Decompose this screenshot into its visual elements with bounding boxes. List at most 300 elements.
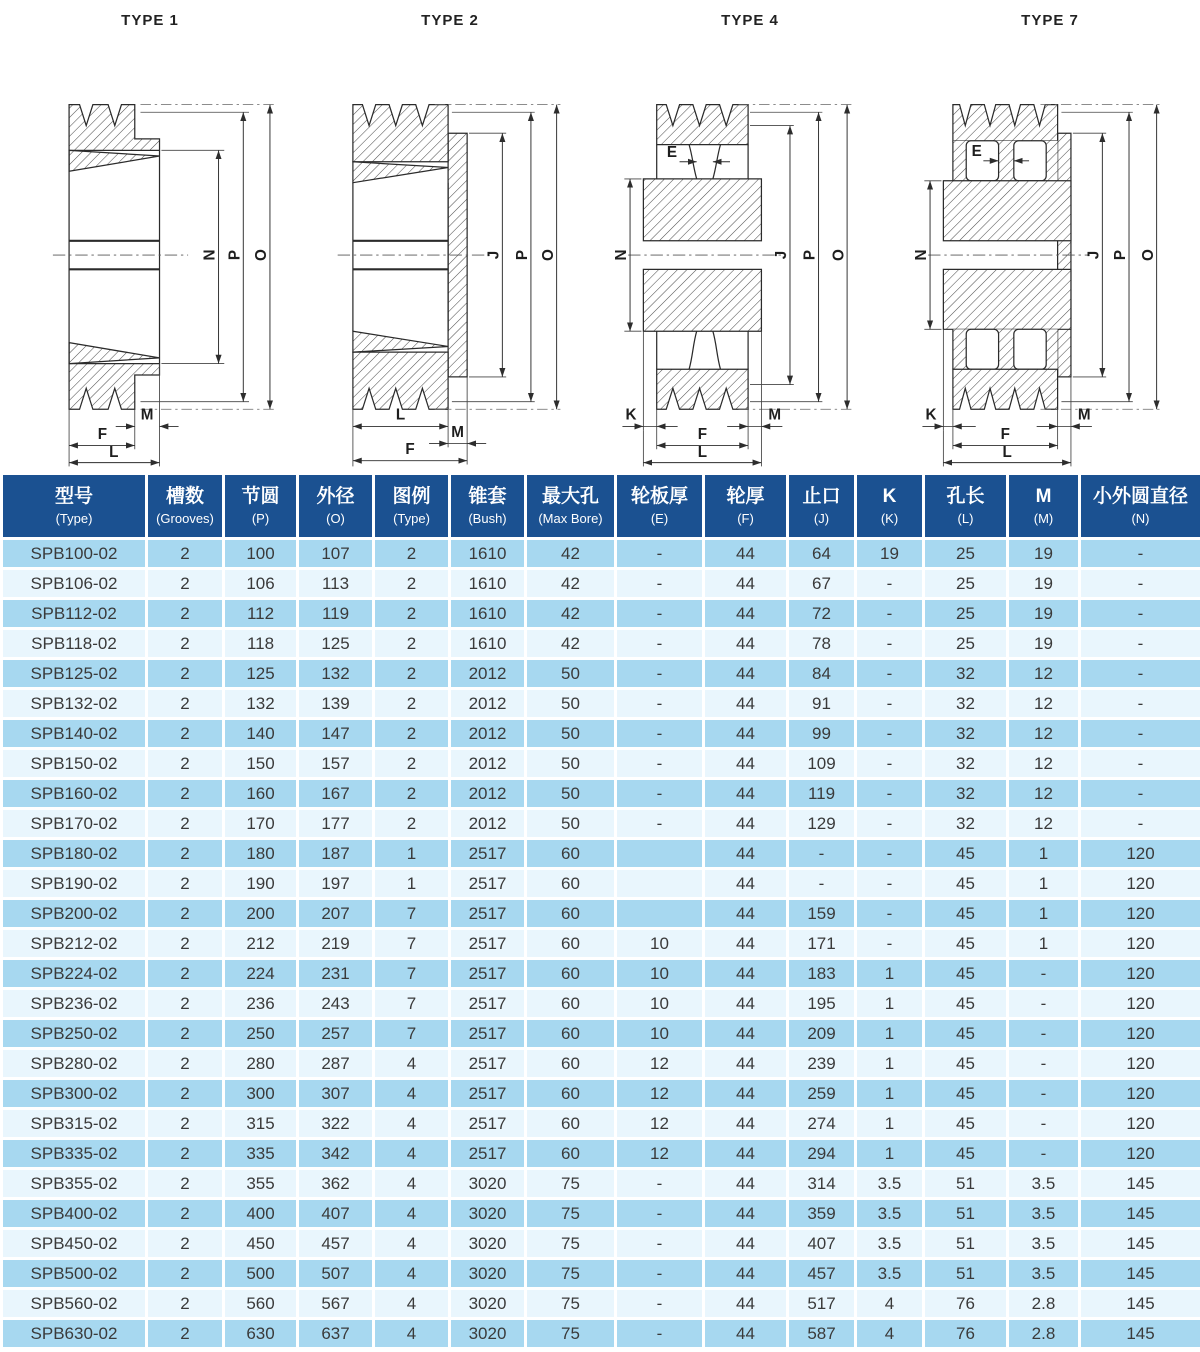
value-cell: 2012	[450, 749, 526, 779]
value-cell: 19	[856, 539, 924, 569]
type7-hub-upper	[943, 181, 1071, 241]
dim-label-M: M	[1077, 406, 1091, 424]
value-cell: 2	[147, 1109, 224, 1139]
value-cell: 2517	[450, 1109, 526, 1139]
header-row	[2, 474, 1200, 539]
value-cell: 1	[856, 1019, 924, 1049]
value-cell: -	[616, 629, 704, 659]
dim-label-M: M	[768, 406, 782, 424]
table-row	[2, 1319, 1200, 1349]
table-row	[2, 1229, 1200, 1259]
value-cell: 10	[616, 1019, 704, 1049]
value-cell: 4	[374, 1109, 450, 1139]
value-cell: 457	[298, 1229, 374, 1259]
value-cell: 2	[147, 1259, 224, 1289]
value-cell: 300	[224, 1079, 298, 1109]
table-row	[2, 959, 1200, 989]
value-cell: 12	[1008, 659, 1080, 689]
value-cell: 2517	[450, 1079, 526, 1109]
value-cell: -	[1080, 599, 1200, 629]
value-cell: 2517	[450, 989, 526, 1019]
model-cell: SPB132-02	[2, 689, 147, 719]
value-cell: 2012	[450, 809, 526, 839]
value-cell: 335	[224, 1139, 298, 1169]
value-cell: -	[856, 839, 924, 869]
value-cell: 100	[224, 539, 298, 569]
value-cell: 60	[526, 1019, 616, 1049]
value-cell: -	[856, 659, 924, 689]
figure-type1	[0, 4, 300, 472]
type1-top-rim	[69, 105, 159, 151]
value-cell: 60	[526, 899, 616, 929]
value-cell: 567	[298, 1289, 374, 1319]
value-cell: 12	[1008, 719, 1080, 749]
value-cell: 362	[298, 1169, 374, 1199]
model-cell: SPB560-02	[2, 1289, 147, 1319]
table-row	[2, 719, 1200, 749]
value-cell: 2	[147, 1229, 224, 1259]
value-cell: 32	[924, 719, 1008, 749]
model-cell: SPB100-02	[2, 539, 147, 569]
value-cell: 120	[1080, 1049, 1200, 1079]
value-cell: -	[856, 749, 924, 779]
type7-top-rim	[953, 105, 1058, 141]
column-header-3: 外径 (O)	[298, 474, 374, 539]
model-cell: SPB125-02	[2, 659, 147, 689]
value-cell: 7	[374, 1019, 450, 1049]
value-cell: -	[1008, 1079, 1080, 1109]
value-cell: 359	[788, 1199, 856, 1229]
value-cell: -	[1080, 749, 1200, 779]
pulley-diagrams-section	[0, 0, 1200, 472]
value-cell: 2	[147, 1319, 224, 1349]
value-cell: 44	[704, 989, 788, 1019]
type7-hub-lower	[943, 269, 1071, 329]
value-cell: -	[856, 869, 924, 899]
value-cell: -	[616, 1169, 704, 1199]
model-cell: SPB300-02	[2, 1079, 147, 1109]
value-cell: 120	[1080, 899, 1200, 929]
type2-top-taper	[353, 162, 448, 183]
value-cell: 125	[298, 629, 374, 659]
value-cell: 75	[526, 1289, 616, 1319]
value-cell: 44	[704, 959, 788, 989]
dim-label-F: F	[405, 440, 415, 458]
value-cell: 60	[526, 989, 616, 1019]
value-cell: 44	[704, 749, 788, 779]
value-cell: 170	[224, 809, 298, 839]
value-cell: 7	[374, 959, 450, 989]
value-cell: 3.5	[856, 1169, 924, 1199]
value-cell: 219	[298, 929, 374, 959]
value-cell: -	[1080, 539, 1200, 569]
value-cell: 1610	[450, 569, 526, 599]
value-cell: 12	[1008, 689, 1080, 719]
value-cell: 44	[704, 1259, 788, 1289]
value-cell: 50	[526, 779, 616, 809]
value-cell: 19	[1008, 539, 1080, 569]
value-cell: 99	[788, 719, 856, 749]
value-cell: 75	[526, 1169, 616, 1199]
value-cell: 44	[704, 569, 788, 599]
value-cell: 50	[526, 719, 616, 749]
value-cell: 2.8	[1008, 1289, 1080, 1319]
model-cell: SPB224-02	[2, 959, 147, 989]
value-cell: 19	[1008, 569, 1080, 599]
value-cell: -	[1008, 1019, 1080, 1049]
value-cell: 75	[526, 1199, 616, 1229]
value-cell: 60	[526, 929, 616, 959]
value-cell: 280	[224, 1049, 298, 1079]
value-cell: 45	[924, 929, 1008, 959]
column-header-10: K (K)	[856, 474, 924, 539]
value-cell: 407	[298, 1199, 374, 1229]
value-cell: 1	[856, 989, 924, 1019]
value-cell: -	[856, 689, 924, 719]
value-cell: 560	[224, 1289, 298, 1319]
value-cell: 51	[924, 1259, 1008, 1289]
value-cell: -	[1080, 809, 1200, 839]
value-cell: 44	[704, 1229, 788, 1259]
value-cell: 129	[788, 809, 856, 839]
value-cell: 42	[526, 599, 616, 629]
value-cell: -	[856, 779, 924, 809]
value-cell: 12	[1008, 749, 1080, 779]
table-row	[2, 869, 1200, 899]
value-cell: 1	[856, 1109, 924, 1139]
value-cell: -	[616, 569, 704, 599]
value-cell: -	[1080, 689, 1200, 719]
value-cell: 25	[924, 599, 1008, 629]
dim-label-N: N	[201, 249, 219, 261]
value-cell: 4	[374, 1259, 450, 1289]
value-cell: 32	[924, 779, 1008, 809]
value-cell: -	[616, 1319, 704, 1349]
value-cell: 75	[526, 1319, 616, 1349]
value-cell: -	[616, 749, 704, 779]
value-cell: 239	[788, 1049, 856, 1079]
value-cell: 42	[526, 629, 616, 659]
value-cell: 2517	[450, 929, 526, 959]
value-cell: 119	[298, 599, 374, 629]
value-cell: 274	[788, 1109, 856, 1139]
table-row	[2, 989, 1200, 1019]
value-cell: 1	[856, 1049, 924, 1079]
value-cell: 224	[224, 959, 298, 989]
value-cell: 132	[224, 689, 298, 719]
value-cell: 107	[298, 539, 374, 569]
value-cell: 207	[298, 899, 374, 929]
value-cell: 2	[374, 599, 450, 629]
value-cell: 2	[147, 1049, 224, 1079]
value-cell: 44	[704, 869, 788, 899]
value-cell: 3020	[450, 1289, 526, 1319]
value-cell: 12	[616, 1139, 704, 1169]
value-cell: 231	[298, 959, 374, 989]
column-header-8: 轮厚 (F)	[704, 474, 788, 539]
value-cell: 4	[374, 1289, 450, 1319]
value-cell: 257	[298, 1019, 374, 1049]
value-cell: 51	[924, 1199, 1008, 1229]
value-cell: -	[1080, 569, 1200, 599]
table-row	[2, 899, 1200, 929]
value-cell: 2	[147, 869, 224, 899]
value-cell: 44	[704, 1169, 788, 1199]
value-cell: 209	[788, 1019, 856, 1049]
value-cell: 587	[788, 1319, 856, 1349]
value-cell: -	[616, 599, 704, 629]
value-cell: 3020	[450, 1169, 526, 1199]
model-cell: SPB355-02	[2, 1169, 147, 1199]
value-cell: 190	[224, 869, 298, 899]
value-cell: 32	[924, 689, 1008, 719]
value-cell: 50	[526, 689, 616, 719]
dim-label-K: K	[625, 406, 637, 424]
value-cell: 2	[147, 1079, 224, 1109]
value-cell: 3020	[450, 1259, 526, 1289]
model-cell: SPB280-02	[2, 1049, 147, 1079]
value-cell: 84	[788, 659, 856, 689]
value-cell: 2	[374, 809, 450, 839]
dim-label-E: E	[666, 143, 678, 161]
spec-table	[0, 472, 1200, 1350]
dim-label-F: F	[97, 425, 108, 443]
value-cell: 120	[1080, 959, 1200, 989]
value-cell: 44	[704, 839, 788, 869]
value-cell: 2	[374, 659, 450, 689]
value-cell: 45	[924, 1049, 1008, 1079]
value-cell: 157	[298, 749, 374, 779]
value-cell: 4	[374, 1079, 450, 1109]
value-cell: -	[788, 869, 856, 899]
value-cell: 118	[224, 629, 298, 659]
table-row	[2, 1169, 1200, 1199]
value-cell: 12	[616, 1109, 704, 1139]
value-cell: 212	[224, 929, 298, 959]
value-cell: 195	[788, 989, 856, 1019]
type4-top-rim	[657, 105, 748, 145]
table-row	[2, 1049, 1200, 1079]
value-cell: -	[1080, 659, 1200, 689]
table-row	[2, 1079, 1200, 1109]
column-header-2: 节圆 (P)	[224, 474, 298, 539]
dim-label-J: J	[485, 250, 503, 260]
value-cell: 2	[147, 1289, 224, 1319]
type1-bottom-rim	[69, 363, 159, 409]
value-cell: 4	[856, 1319, 924, 1349]
value-cell: 322	[298, 1109, 374, 1139]
value-cell: 119	[788, 779, 856, 809]
value-cell: 1	[1008, 899, 1080, 929]
dim-label-L: L	[395, 406, 406, 424]
value-cell	[616, 869, 704, 899]
table-row	[2, 689, 1200, 719]
value-cell: -	[1080, 629, 1200, 659]
value-cell: 120	[1080, 989, 1200, 1019]
value-cell: -	[1008, 1109, 1080, 1139]
value-cell: 44	[704, 1289, 788, 1319]
value-cell: 44	[704, 1199, 788, 1229]
value-cell	[616, 839, 704, 869]
figure-type7	[900, 4, 1200, 472]
model-cell: SPB190-02	[2, 869, 147, 899]
value-cell: 120	[1080, 929, 1200, 959]
value-cell: 2517	[450, 1019, 526, 1049]
value-cell: -	[1008, 989, 1080, 1019]
value-cell: 3020	[450, 1319, 526, 1349]
value-cell: 2	[374, 539, 450, 569]
table-row	[2, 779, 1200, 809]
value-cell: 1	[1008, 869, 1080, 899]
value-cell: 44	[704, 599, 788, 629]
model-cell: SPB112-02	[2, 599, 147, 629]
value-cell: 180	[224, 839, 298, 869]
value-cell: -	[856, 809, 924, 839]
model-cell: SPB150-02	[2, 749, 147, 779]
value-cell: 2	[147, 1139, 224, 1169]
table-row	[2, 629, 1200, 659]
value-cell: 106	[224, 569, 298, 599]
value-cell: 44	[704, 1079, 788, 1109]
value-cell: 3020	[450, 1199, 526, 1229]
value-cell: 2	[374, 779, 450, 809]
value-cell: 243	[298, 989, 374, 1019]
value-cell: 259	[788, 1079, 856, 1109]
figure-type2	[300, 4, 600, 472]
table-row	[2, 599, 1200, 629]
value-cell: 2	[147, 1199, 224, 1229]
value-cell: 12	[1008, 809, 1080, 839]
value-cell: 44	[704, 809, 788, 839]
value-cell: 51	[924, 1229, 1008, 1259]
value-cell: 2	[147, 839, 224, 869]
value-cell: 139	[298, 689, 374, 719]
value-cell: 60	[526, 839, 616, 869]
value-cell: 177	[298, 809, 374, 839]
value-cell: 2012	[450, 659, 526, 689]
value-cell: 457	[788, 1259, 856, 1289]
value-cell: 4	[374, 1229, 450, 1259]
value-cell: 140	[224, 719, 298, 749]
model-cell: SPB315-02	[2, 1109, 147, 1139]
value-cell: -	[616, 1199, 704, 1229]
value-cell: 315	[224, 1109, 298, 1139]
dim-label-N: N	[913, 249, 931, 261]
column-header-9: 止口 (J)	[788, 474, 856, 539]
column-header-0: 型号 (Type)	[2, 474, 147, 539]
dim-label-P: P	[226, 249, 244, 261]
value-cell: 2	[374, 629, 450, 659]
value-cell: 60	[526, 1079, 616, 1109]
value-cell: 3020	[450, 1229, 526, 1259]
value-cell: 120	[1080, 1079, 1200, 1109]
value-cell: 7	[374, 899, 450, 929]
value-cell: 72	[788, 599, 856, 629]
type1-top-taper	[69, 150, 159, 171]
column-header-11: 孔长 (L)	[924, 474, 1008, 539]
value-cell: 10	[616, 929, 704, 959]
value-cell: 19	[1008, 599, 1080, 629]
value-cell: 2	[147, 719, 224, 749]
value-cell: 3.5	[1008, 1169, 1080, 1199]
value-cell: -	[616, 1289, 704, 1319]
value-cell: 1610	[450, 629, 526, 659]
type7-bottom-window-left	[966, 329, 998, 369]
type2-top-rim	[353, 105, 448, 162]
value-cell: 2	[147, 749, 224, 779]
figure-type4	[600, 4, 900, 472]
value-cell: 1	[856, 959, 924, 989]
value-cell: 2	[147, 659, 224, 689]
column-header-13: 小外圆直径 (N)	[1080, 474, 1200, 539]
value-cell: 2517	[450, 899, 526, 929]
dim-label-J: J	[773, 250, 791, 260]
value-cell: 2012	[450, 779, 526, 809]
dim-label-M: M	[140, 406, 154, 424]
value-cell: 44	[704, 1139, 788, 1169]
dim-label-F: F	[1000, 425, 1010, 443]
value-cell: 42	[526, 569, 616, 599]
value-cell: 2	[147, 689, 224, 719]
value-cell: 2	[374, 749, 450, 779]
table-row	[2, 569, 1200, 599]
column-header-4: 图例 (Type)	[374, 474, 450, 539]
value-cell: 342	[298, 1139, 374, 1169]
table-row	[2, 1289, 1200, 1319]
dim-label-J: J	[1085, 250, 1103, 260]
type4-hub-lower	[643, 269, 761, 331]
value-cell: 160	[224, 779, 298, 809]
dim-label-N: N	[613, 249, 631, 261]
figure-type7-title: TYPE 7	[1021, 12, 1079, 29]
value-cell: 91	[788, 689, 856, 719]
value-cell: 3.5	[856, 1259, 924, 1289]
value-cell	[616, 899, 704, 929]
value-cell: 1	[374, 839, 450, 869]
value-cell: 2517	[450, 869, 526, 899]
value-cell: 2517	[450, 1139, 526, 1169]
value-cell: 44	[704, 629, 788, 659]
value-cell: 76	[924, 1319, 1008, 1349]
value-cell: -	[856, 599, 924, 629]
value-cell: 112	[224, 599, 298, 629]
value-cell: -	[616, 1259, 704, 1289]
value-cell: 2	[147, 899, 224, 929]
value-cell: 120	[1080, 839, 1200, 869]
value-cell: 1	[856, 1139, 924, 1169]
value-cell: 2	[374, 719, 450, 749]
value-cell: 187	[298, 839, 374, 869]
value-cell: 4	[374, 1139, 450, 1169]
model-cell: SPB106-02	[2, 569, 147, 599]
value-cell: 171	[788, 929, 856, 959]
value-cell: 1610	[450, 539, 526, 569]
value-cell: 500	[224, 1259, 298, 1289]
model-cell: SPB160-02	[2, 779, 147, 809]
dim-label-P: P	[1112, 249, 1130, 261]
dim-label-O: O	[539, 249, 557, 261]
value-cell: 2	[147, 569, 224, 599]
value-cell: 125	[224, 659, 298, 689]
value-cell: 145	[1080, 1319, 1200, 1349]
value-cell: 19	[1008, 629, 1080, 659]
column-header-5: 锥套 (Bush)	[450, 474, 526, 539]
model-cell: SPB250-02	[2, 1019, 147, 1049]
column-header-7: 轮板厚 (E)	[616, 474, 704, 539]
column-header-6: 最大孔 (Max Bore)	[526, 474, 616, 539]
dim-label-O: O	[253, 249, 271, 261]
value-cell: 2	[147, 629, 224, 659]
